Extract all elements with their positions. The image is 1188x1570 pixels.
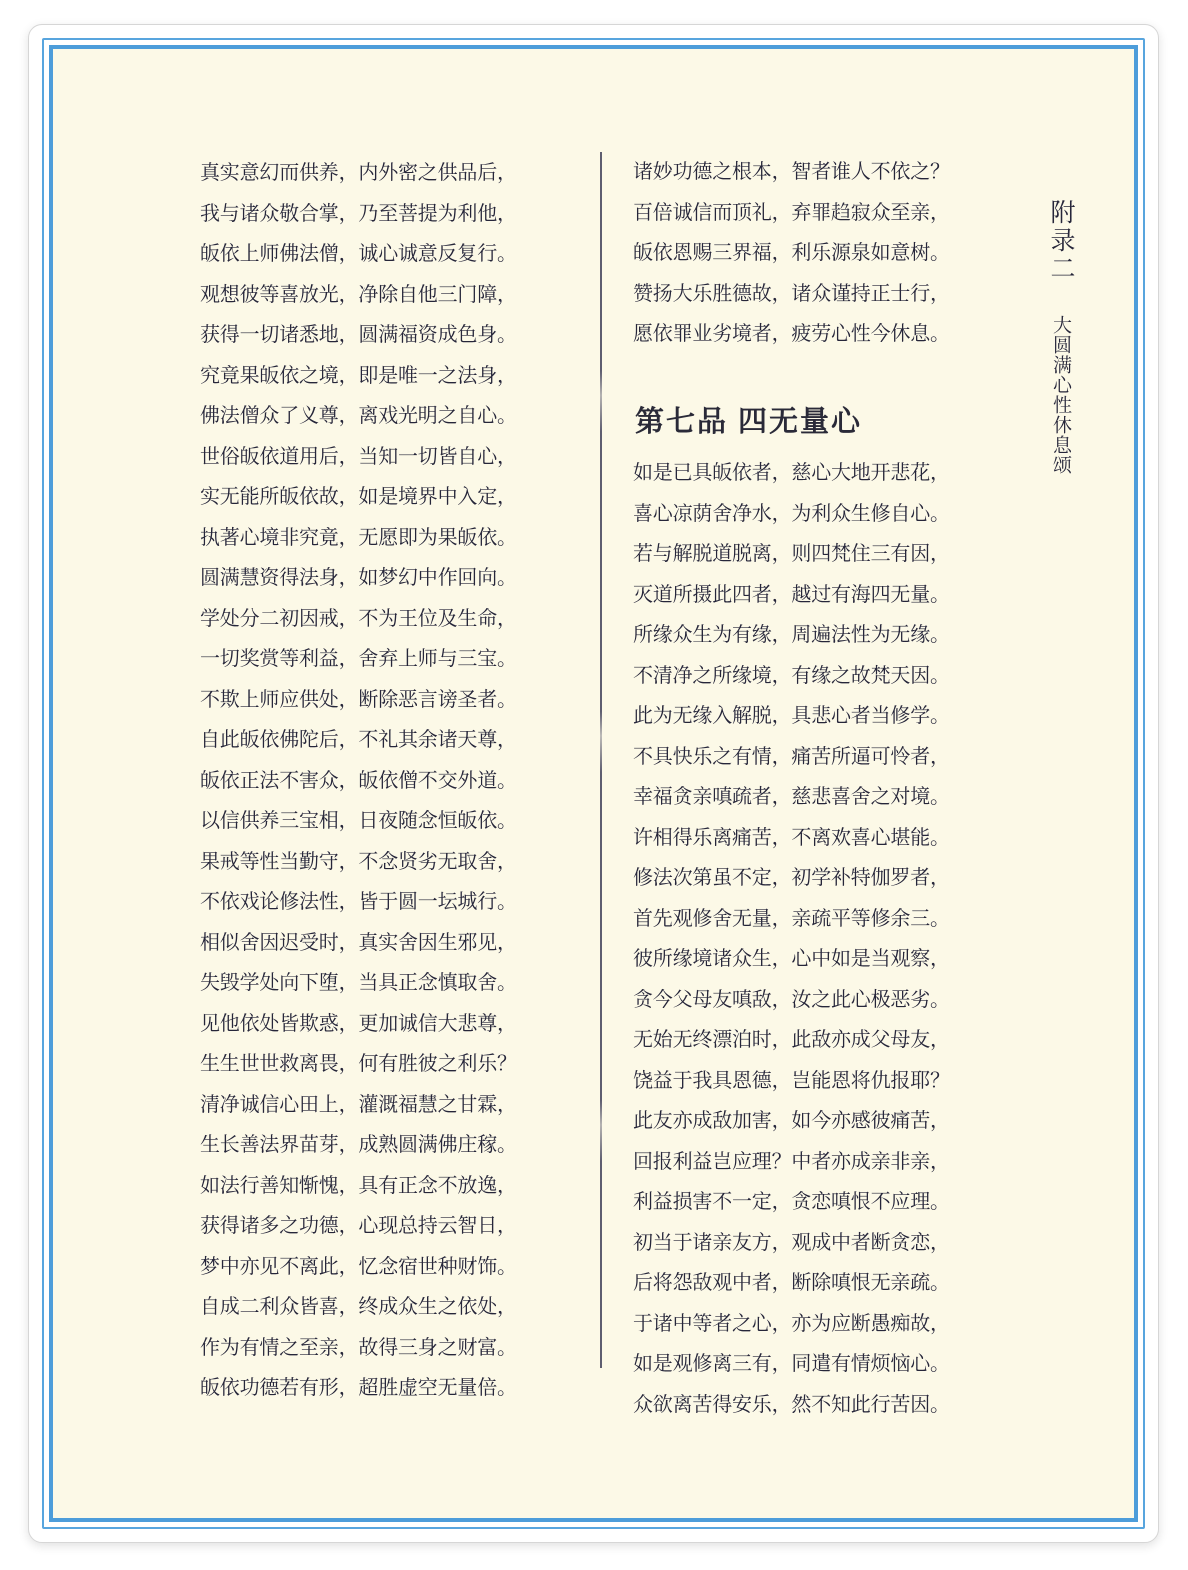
verse-line: 于诸中等者之心，亦为应断愚痴故， bbox=[633, 1312, 950, 1335]
verse-line: 彼所缘境诸众生，心中如是当观察， bbox=[633, 948, 950, 970]
column-divider bbox=[600, 152, 602, 1368]
verse-line: 我与诸众敬合掌，乃至菩提为利他， bbox=[200, 202, 517, 225]
appendix-label: 附录二 bbox=[1047, 199, 1074, 283]
verse-line: 饶益于我具恩德，岂能恩将仇报耶？ bbox=[633, 1069, 950, 1092]
verse-line: 皈依正法不害众，皈依僧不交外道。 bbox=[200, 769, 517, 792]
verse-line: 不清净之所缘境，有缘之故梵天因。 bbox=[633, 664, 950, 687]
verse-line: 诸妙功德之根本，智者谁人不依之？ bbox=[633, 161, 950, 183]
verse-line: 果戒等性当勤守，不念贤劣无取舍， bbox=[200, 850, 517, 873]
verse-line: 不具快乐之有情，痛苦所逼可怜者， bbox=[633, 745, 950, 768]
verse-line: 灭道所摄此四者，越过有海四无量。 bbox=[633, 583, 950, 606]
verse-line: 回报利益岂应理？中者亦成亲非亲， bbox=[633, 1150, 950, 1173]
verse-line: 皈依上师佛法僧，诚心诚意反复行。 bbox=[200, 243, 517, 265]
verse-line: 众欲离苦得安乐，然不知此行苦因。 bbox=[633, 1393, 950, 1416]
verse-line: 观想彼等喜放光，净除自他三门障， bbox=[200, 283, 517, 306]
verse-line: 见他依处皆欺惑，更加诚信大悲尊， bbox=[200, 1012, 517, 1035]
verse-line: 自成二利众皆喜，终成众生之依处， bbox=[200, 1296, 517, 1318]
verse-line: 贪今父母友嗔敌，汝之此心极恶劣。 bbox=[633, 988, 950, 1011]
verse-line: 许相得乐离痛苦，不离欢喜心堪能。 bbox=[633, 826, 950, 849]
verse-line: 赞扬大乐胜德故，诸众谨持正士行， bbox=[633, 282, 950, 305]
verse-line: 后将怨敌观中者，断除嗔恨无亲疏。 bbox=[633, 1272, 950, 1294]
verse-line: 生长善法界苗芽，成熟圆满佛庄稼。 bbox=[200, 1134, 517, 1156]
right-column-top bbox=[633, 152, 950, 355]
verse-line: 梦中亦见不离此，忆念宿世种财饰。 bbox=[200, 1255, 517, 1278]
verse-line: 皈依功德若有形，超胜虚空无量倍。 bbox=[200, 1377, 517, 1399]
verse-line: 如是已具皈依者，慈心大地开悲花， bbox=[633, 462, 950, 484]
verse-line: 圆满慧资得法身，如梦幻中作回向。 bbox=[200, 567, 517, 589]
verse-line: 利益损害不一定，贪恋嗔恨不应理。 bbox=[633, 1191, 950, 1213]
left-column bbox=[200, 153, 517, 1409]
verse-line: 相似舍因迟受时，真实舍因生邪见， bbox=[200, 931, 517, 954]
appendix-sidebar bbox=[1042, 199, 1078, 475]
verse-line: 修法次第虽不定，初学补特伽罗者， bbox=[633, 867, 950, 889]
verse-line: 喜心凉荫舍净水，为利众生修自心。 bbox=[633, 502, 950, 525]
verse-line: 如是观修离三有，同遣有情烦恼心。 bbox=[633, 1353, 950, 1375]
verse-line: 皈依恩赐三界福，利乐源泉如意树。 bbox=[633, 242, 950, 264]
verse-line: 无始无终漂泊时，此敌亦成父母友， bbox=[633, 1029, 950, 1051]
verse-line: 自此皈依佛陀后，不礼其余诸天尊， bbox=[200, 729, 517, 751]
verse-line: 真实意幻而供养，内外密之供品后， bbox=[200, 162, 517, 184]
verse-line: 清净诚信心田上，灌溉福慧之甘霖， bbox=[200, 1093, 517, 1116]
verse-line: 首先观修舍无量，亲疏平等修余三。 bbox=[633, 907, 950, 930]
verse-line: 若与解脱道脱离，则四梵住三有因， bbox=[633, 543, 950, 565]
verse-line: 初当于诸亲友方，观成中者断贪恋， bbox=[633, 1231, 950, 1254]
verse-line: 以信供养三宝相，日夜随念恒皈依。 bbox=[200, 810, 517, 832]
verse-line: 佛法僧众了义尊，离戏光明之自心。 bbox=[200, 405, 517, 427]
verse-line: 此为无缘入解脱，具悲心者当修学。 bbox=[633, 705, 950, 727]
verse-line: 究竟果皈依之境，即是唯一之法身， bbox=[200, 364, 517, 387]
verse-line: 世俗皈依道用后，当知一切皆自心， bbox=[200, 445, 517, 468]
verse-line: 失毁学处向下堕，当具正念慎取舍。 bbox=[200, 972, 517, 994]
verse-line: 愿依罪业劣境者，疲劳心性今休息。 bbox=[633, 323, 950, 345]
right-column-main bbox=[633, 453, 950, 1425]
verse-line: 幸福贪亲嗔疏者，慈悲喜舍之对境。 bbox=[633, 786, 950, 808]
verse-line: 所缘众生为有缘，周遍法性为无缘。 bbox=[633, 624, 950, 646]
section-heading: 第七品 四无量心 bbox=[635, 406, 863, 438]
verse-line: 如法行善知惭愧，具有正念不放逸， bbox=[200, 1174, 517, 1197]
verse-line: 学处分二初因戒，不为王位及生命， bbox=[200, 607, 517, 630]
verse-line: 生生世世救离畏，何有胜彼之利乐？ bbox=[200, 1053, 517, 1075]
verse-line: 不欺上师应供处，断除恶言谤圣者。 bbox=[200, 688, 517, 711]
verse-line: 一切奖赏等利益，舍弃上师与三宝。 bbox=[200, 648, 517, 670]
verse-line: 不依戏论修法性，皆于圆一坛城行。 bbox=[200, 891, 517, 913]
verse-line: 获得诸多之功德，心现总持云智日， bbox=[200, 1215, 517, 1237]
verse-line: 百倍诚信而顶礼，弃罪趋寂众至亲， bbox=[633, 201, 950, 224]
verse-line: 作为有情之至亲，故得三身之财富。 bbox=[200, 1336, 517, 1359]
verse-line: 实无能所皈依故，如是境界中入定， bbox=[200, 486, 517, 508]
appendix-title: 大圆满心性休息颂 bbox=[1050, 315, 1071, 475]
verse-line: 获得一切诸悉地，圆满福资成色身。 bbox=[200, 324, 517, 346]
verse-line: 执著心境非究竟，无愿即为果皈依。 bbox=[200, 526, 517, 549]
verse-line: 此友亦成敌加害，如今亦感彼痛苦， bbox=[633, 1110, 950, 1132]
